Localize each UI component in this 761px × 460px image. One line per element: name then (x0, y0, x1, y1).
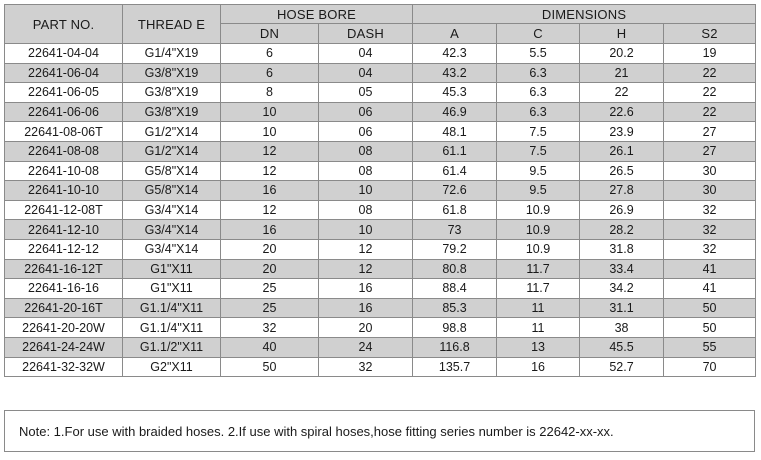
a-cell: 45.3 (413, 83, 497, 103)
part-no-cell: 22641-12-08T (5, 200, 123, 220)
a-cell: 135.7 (413, 357, 497, 377)
c-cell: 13 (497, 337, 580, 357)
dash-cell: 12 (319, 259, 413, 279)
h-cell: 45.5 (580, 337, 664, 357)
table-row (5, 200, 756, 220)
dn-cell: 12 (221, 200, 319, 220)
s2-cell: 22 (664, 83, 756, 103)
thread-cell: G3/4"X14 (123, 200, 221, 220)
a-cell: 48.1 (413, 122, 497, 142)
dash-cell: 10 (319, 181, 413, 201)
part-no-cell: 22641-20-20W (5, 318, 123, 338)
table-row (5, 63, 756, 83)
dn-cell: 50 (221, 357, 319, 377)
dn-cell: 16 (221, 220, 319, 240)
dn-cell: 10 (221, 122, 319, 142)
thread-cell: G1/2"X14 (123, 141, 221, 161)
c-cell: 6.3 (497, 102, 580, 122)
table-row (5, 318, 756, 338)
header-dash: DASH (319, 24, 413, 44)
s2-cell: 41 (664, 279, 756, 299)
s2-cell: 30 (664, 161, 756, 181)
c-cell: 7.5 (497, 141, 580, 161)
thread-cell: G2"X11 (123, 357, 221, 377)
thread-cell: G1.1/4"X11 (123, 318, 221, 338)
table-row (5, 279, 756, 299)
h-cell: 26.5 (580, 161, 664, 181)
dn-cell: 32 (221, 318, 319, 338)
table-row (5, 239, 756, 259)
thread-cell: G3/4"X14 (123, 220, 221, 240)
table-row (5, 220, 756, 240)
dash-cell: 06 (319, 122, 413, 142)
thread-cell: G1"X11 (123, 279, 221, 299)
part-no-cell: 22641-10-10 (5, 181, 123, 201)
c-cell: 5.5 (497, 44, 580, 64)
dash-cell: 16 (319, 298, 413, 318)
dash-cell: 12 (319, 239, 413, 259)
h-cell: 31.1 (580, 298, 664, 318)
a-cell: 116.8 (413, 337, 497, 357)
a-cell: 61.8 (413, 200, 497, 220)
s2-cell: 50 (664, 318, 756, 338)
table-row (5, 181, 756, 201)
a-cell: 85.3 (413, 298, 497, 318)
dash-cell: 08 (319, 141, 413, 161)
part-no-cell: 22641-32-32W (5, 357, 123, 377)
dn-cell: 20 (221, 259, 319, 279)
header-dn: DN (221, 24, 319, 44)
dash-cell: 16 (319, 279, 413, 299)
dn-cell: 12 (221, 141, 319, 161)
header-hose-bore: HOSE BORE (221, 5, 413, 24)
dn-cell: 16 (221, 181, 319, 201)
dash-cell: 24 (319, 337, 413, 357)
c-cell: 16 (497, 357, 580, 377)
a-cell: 42.3 (413, 44, 497, 64)
part-no-cell: 22641-16-12T (5, 259, 123, 279)
c-cell: 6.3 (497, 63, 580, 83)
a-cell: 72.6 (413, 181, 497, 201)
h-cell: 33.4 (580, 259, 664, 279)
h-cell: 26.1 (580, 141, 664, 161)
c-cell: 10.9 (497, 220, 580, 240)
h-cell: 38 (580, 318, 664, 338)
header-h: H (580, 24, 664, 44)
table-row (5, 357, 756, 377)
s2-cell: 32 (664, 239, 756, 259)
c-cell: 9.5 (497, 181, 580, 201)
thread-cell: G1.1/2"X11 (123, 337, 221, 357)
part-no-cell: 22641-12-10 (5, 220, 123, 240)
s2-cell: 50 (664, 298, 756, 318)
dn-cell: 25 (221, 279, 319, 299)
part-no-cell: 22641-08-08 (5, 141, 123, 161)
a-cell: 98.8 (413, 318, 497, 338)
header-s2: S2 (664, 24, 756, 44)
s2-cell: 30 (664, 181, 756, 201)
dash-cell: 08 (319, 161, 413, 181)
s2-cell: 32 (664, 200, 756, 220)
dash-cell: 20 (319, 318, 413, 338)
s2-cell: 32 (664, 220, 756, 240)
c-cell: 10.9 (497, 239, 580, 259)
h-cell: 26.9 (580, 200, 664, 220)
table-row (5, 259, 756, 279)
h-cell: 27.8 (580, 181, 664, 201)
table-row (5, 141, 756, 161)
spec-table (4, 4, 756, 377)
table-row (5, 83, 756, 103)
a-cell: 61.1 (413, 141, 497, 161)
thread-cell: G3/4"X14 (123, 239, 221, 259)
part-no-cell: 22641-04-04 (5, 44, 123, 64)
header-dimensions: DIMENSIONS (413, 5, 756, 24)
h-cell: 28.2 (580, 220, 664, 240)
a-cell: 73 (413, 220, 497, 240)
thread-cell: G3/8"X19 (123, 63, 221, 83)
h-cell: 23.9 (580, 122, 664, 142)
dn-cell: 12 (221, 161, 319, 181)
table-row (5, 44, 756, 64)
table-row (5, 122, 756, 142)
footnote: Note: 1.For use with braided hoses. 2.If use with spiral hoses,hose fitting series number is 22642-xx-xx. (4, 410, 755, 452)
dash-cell: 06 (319, 102, 413, 122)
dn-cell: 6 (221, 63, 319, 83)
dash-cell: 10 (319, 220, 413, 240)
part-no-cell: 22641-06-04 (5, 63, 123, 83)
s2-cell: 19 (664, 44, 756, 64)
table-row (5, 337, 756, 357)
dn-cell: 10 (221, 102, 319, 122)
a-cell: 46.9 (413, 102, 497, 122)
s2-cell: 55 (664, 337, 756, 357)
c-cell: 6.3 (497, 83, 580, 103)
part-no-cell: 22641-06-05 (5, 83, 123, 103)
thread-cell: G1"X11 (123, 259, 221, 279)
dash-cell: 04 (319, 63, 413, 83)
a-cell: 43.2 (413, 63, 497, 83)
part-no-cell: 22641-16-16 (5, 279, 123, 299)
c-cell: 11.7 (497, 279, 580, 299)
dash-cell: 32 (319, 357, 413, 377)
dn-cell: 8 (221, 83, 319, 103)
header-a: A (413, 24, 497, 44)
part-no-cell: 22641-08-06T (5, 122, 123, 142)
h-cell: 52.7 (580, 357, 664, 377)
dn-cell: 20 (221, 239, 319, 259)
table-row (5, 298, 756, 318)
thread-cell: G1/4"X19 (123, 44, 221, 64)
dn-cell: 40 (221, 337, 319, 357)
c-cell: 7.5 (497, 122, 580, 142)
thread-cell: G3/8"X19 (123, 102, 221, 122)
dash-cell: 04 (319, 44, 413, 64)
a-cell: 80.8 (413, 259, 497, 279)
header-thread: THREAD E (123, 5, 221, 44)
c-cell: 11 (497, 298, 580, 318)
h-cell: 34.2 (580, 279, 664, 299)
c-cell: 9.5 (497, 161, 580, 181)
part-no-cell: 22641-24-24W (5, 337, 123, 357)
part-no-cell: 22641-10-08 (5, 161, 123, 181)
s2-cell: 70 (664, 357, 756, 377)
table-row (5, 102, 756, 122)
h-cell: 22 (580, 83, 664, 103)
a-cell: 88.4 (413, 279, 497, 299)
c-cell: 11.7 (497, 259, 580, 279)
thread-cell: G3/8"X19 (123, 83, 221, 103)
dn-cell: 6 (221, 44, 319, 64)
a-cell: 61.4 (413, 161, 497, 181)
s2-cell: 27 (664, 122, 756, 142)
thread-cell: G5/8"X14 (123, 181, 221, 201)
part-no-cell: 22641-06-06 (5, 102, 123, 122)
header-part-no: PART NO. (5, 5, 123, 44)
thread-cell: G5/8"X14 (123, 161, 221, 181)
part-no-cell: 22641-20-16T (5, 298, 123, 318)
table-row (5, 161, 756, 181)
part-no-cell: 22641-12-12 (5, 239, 123, 259)
h-cell: 31.8 (580, 239, 664, 259)
c-cell: 10.9 (497, 200, 580, 220)
header-row-top (5, 5, 756, 24)
dn-cell: 25 (221, 298, 319, 318)
h-cell: 21 (580, 63, 664, 83)
h-cell: 22.6 (580, 102, 664, 122)
s2-cell: 22 (664, 102, 756, 122)
dash-cell: 08 (319, 200, 413, 220)
s2-cell: 27 (664, 141, 756, 161)
table-body (5, 44, 756, 377)
s2-cell: 41 (664, 259, 756, 279)
thread-cell: G1/2"X14 (123, 122, 221, 142)
a-cell: 79.2 (413, 239, 497, 259)
dash-cell: 05 (319, 83, 413, 103)
h-cell: 20.2 (580, 44, 664, 64)
c-cell: 11 (497, 318, 580, 338)
header-c: C (497, 24, 580, 44)
s2-cell: 22 (664, 63, 756, 83)
thread-cell: G1.1/4"X11 (123, 298, 221, 318)
